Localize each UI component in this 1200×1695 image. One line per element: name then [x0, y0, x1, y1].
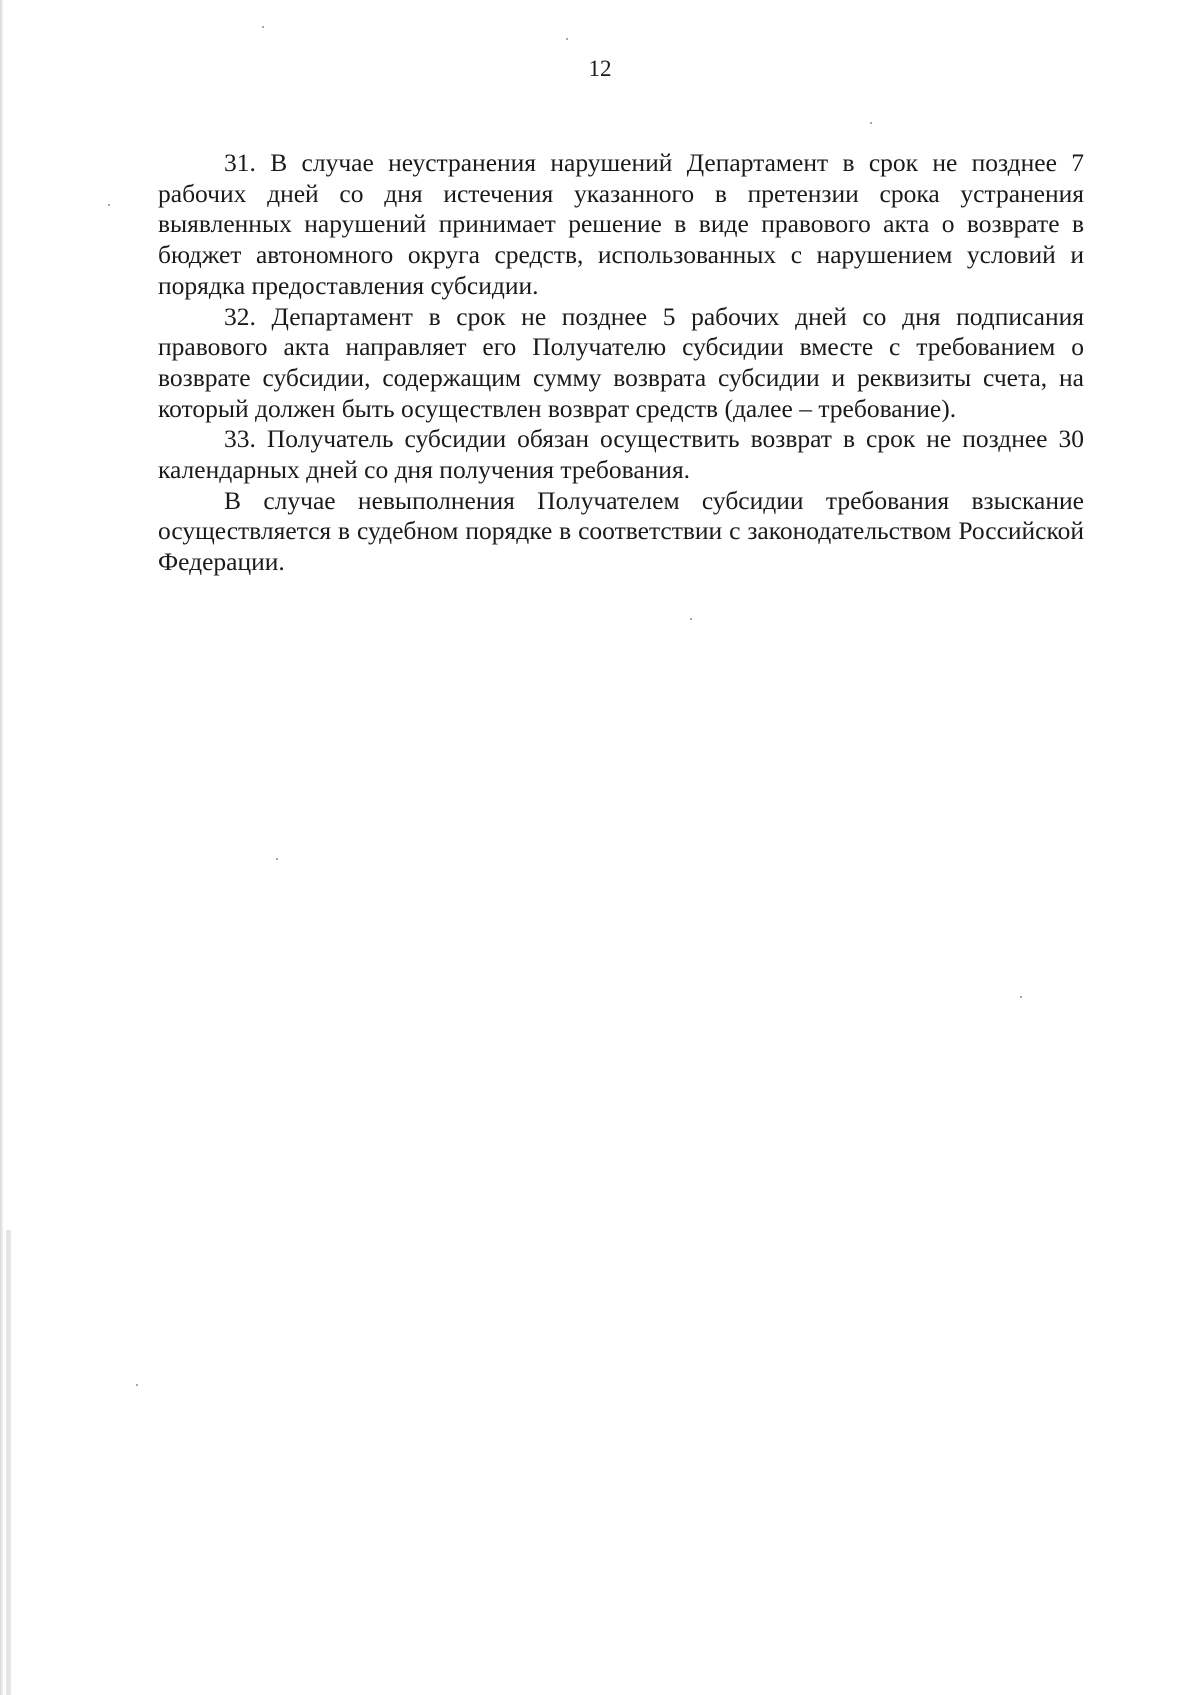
scan-speck: [690, 618, 692, 620]
scan-speck: [262, 26, 264, 28]
paragraph-31: 31. В случае неустранения нарушений Департамент в срок не позднее 7 рабочих дней со дня истечения указанного в претензии срока устранения выявленных нарушений принимает решение в виде правового акта о возврате в бюджет автономного округа средств, использованных с нарушением условий и порядка предоставления субсидии.: [158, 148, 1084, 300]
scan-speck: [870, 122, 872, 124]
scan-speck: [1020, 996, 1022, 998]
scan-speck: [566, 38, 568, 40]
scan-speck: [136, 1384, 138, 1386]
scan-edge-shadow: [6, 1230, 11, 1695]
paragraph-recovery: В случае невыполнения Получателем субсидии требования взыскание осуществляется в судебном порядке в соответствии с законодательством Российской Федерации.: [158, 485, 1084, 577]
page-number: 12: [588, 56, 612, 81]
document-body: [158, 148, 1084, 578]
scan-speck: [276, 858, 278, 860]
scan-speck: [108, 204, 110, 206]
paragraph-33: 33. Получатель субсидии обязан осуществить возврат в срок не позднее 30 календарных дней со дня получения требования.: [158, 424, 1084, 485]
paragraph-32: 32. Департамент в срок не позднее 5 рабочих дней со дня подписания правового акта направляет его Получателю субсидии вместе с требованием о возврате субсидии, содержащим сумму возврата субсидии и реквизиты счета, на который должен быть осуществлен возврат средств (далее – требование).: [158, 301, 1084, 423]
scan-edge: [0, 0, 3, 1695]
